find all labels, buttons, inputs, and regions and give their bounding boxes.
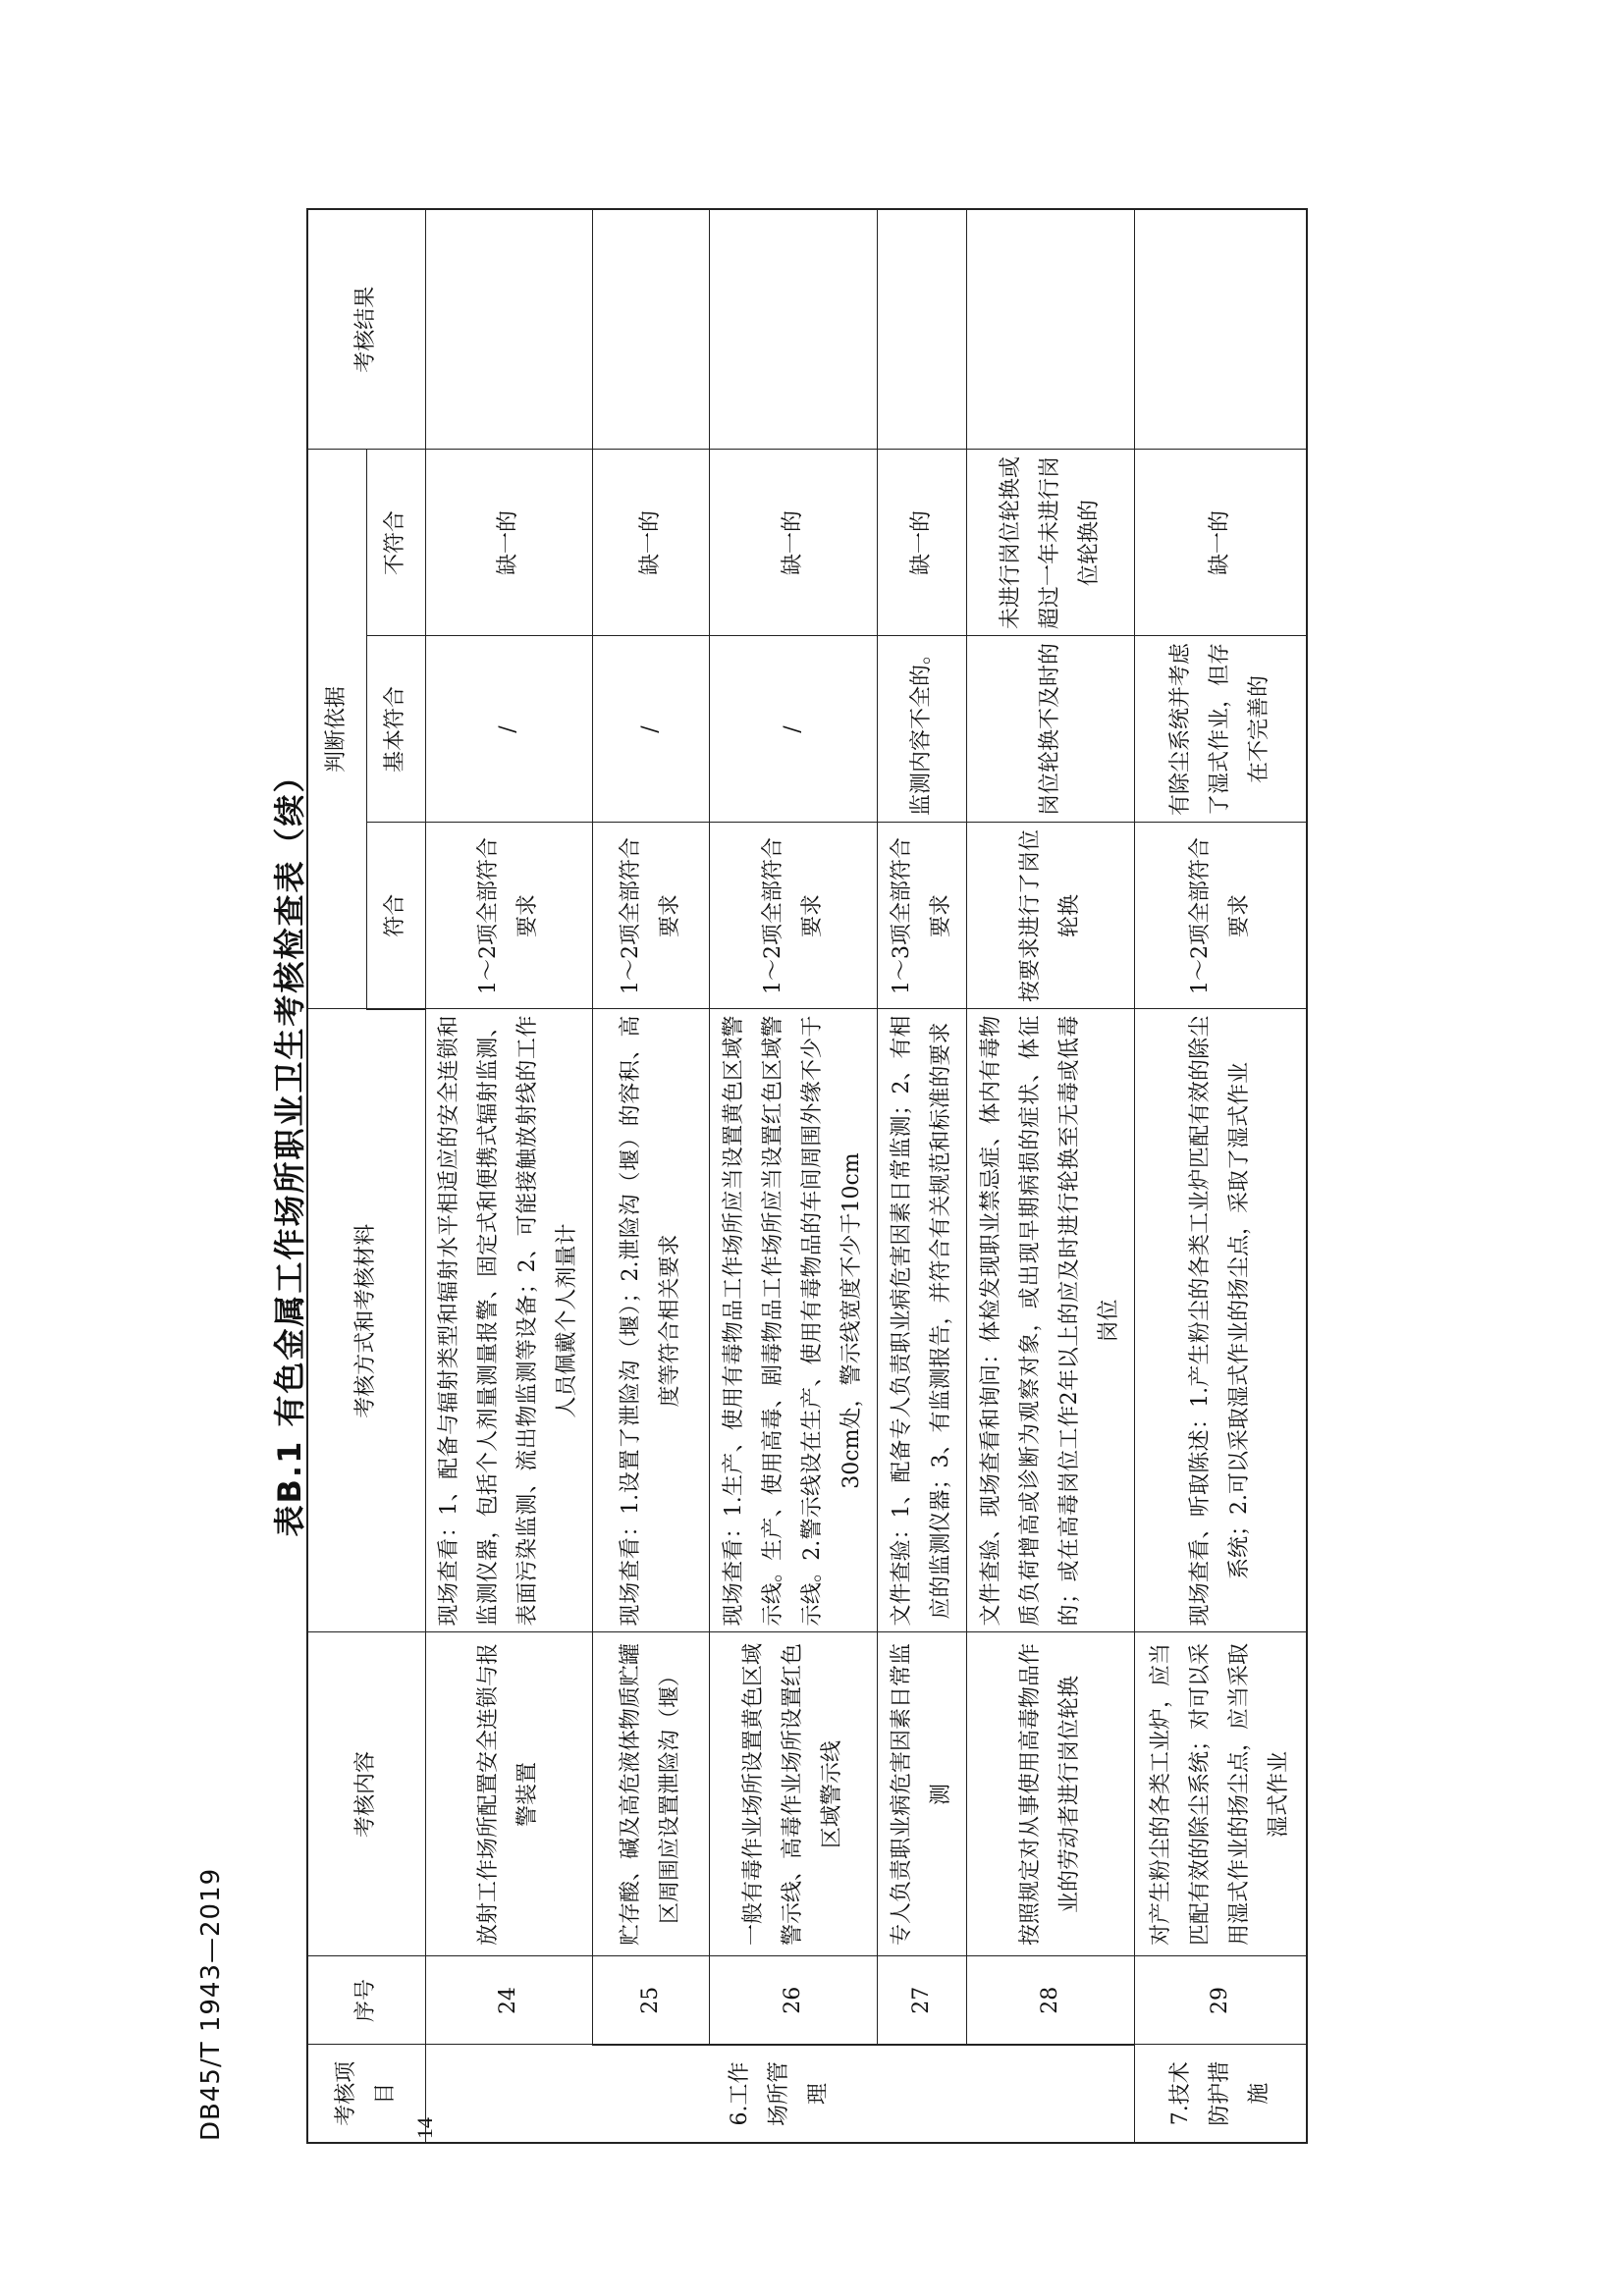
row-content: 贮存酸、碱及高危液体物质贮罐区周围应设置泄险沟（堰） <box>593 1632 710 1956</box>
row-no: 25 <box>593 1956 710 2045</box>
group-label: 6.工作场所管理 <box>425 2045 1134 2143</box>
row-result <box>877 209 966 450</box>
row-nonconform: 缺一的 <box>710 450 878 636</box>
row-content: 对产生粉尘的各类工业炉，应当匹配有效的除尘系统；对可以采用湿式作业的扬尘点，应当采取湿式作业 <box>1134 1632 1307 1956</box>
row-method: 现场查看、听取陈述：1.产生粉尘的各类工业炉匹配有效的除尘系统；2.可以采取湿式作业的扬尘点，采取了湿式作业 <box>1134 1009 1307 1632</box>
header-basis: 判断依据 <box>307 450 366 1009</box>
inspection-table <box>306 208 1308 2144</box>
header-result: 考核结果 <box>307 209 425 450</box>
row-content: 一般有毒作业场所设置黄色区域警示线、高毒作业场所设置红色区域警示线 <box>710 1632 878 1956</box>
row-nonconform: 缺一的 <box>593 450 710 636</box>
table-row <box>966 209 1134 2143</box>
row-basic-conform: 岗位轮换不及时的 <box>966 636 1134 823</box>
row-result <box>966 209 1134 450</box>
header-conform: 符合 <box>366 823 425 1009</box>
header-content: 考核内容 <box>307 1632 425 1956</box>
row-method: 现场查看：1.设置了泄险沟（堰）；2.泄险沟（堰）的容积、高度等符合相关要求 <box>593 1009 710 1632</box>
document-number: DB45/T 1943—2019 <box>196 1867 226 2141</box>
row-result <box>1134 209 1307 450</box>
row-no: 27 <box>877 1956 966 2045</box>
row-basic-conform: 监测内容不全的。 <box>877 636 966 823</box>
row-basic-conform: / <box>593 636 710 823</box>
row-conform: 1～2项全部符合要求 <box>593 823 710 1009</box>
row-method: 现场查看：1.生产、使用有毒物品工作场所应当设置黄色区域警示线。生产、使用高毒、剧毒物品工作场所应当设置红色区域警示线。2.警示线设在生产、使用有毒物品的车间周围外缘不少于30cm处，警示线宽度不少于10cm <box>710 1009 878 1632</box>
row-nonconform: 缺一的 <box>1134 450 1307 636</box>
header-method: 考核方式和考核材料 <box>307 1009 425 1632</box>
row-conform: 按要求进行了岗位轮换 <box>966 823 1134 1009</box>
table-row <box>593 209 710 2143</box>
table-row <box>425 209 593 2143</box>
row-conform: 1～2项全部符合要求 <box>1134 823 1307 1009</box>
row-basic-conform: / <box>425 636 593 823</box>
row-method: 文件查验：1、配备专人负责职业病危害因素日常监测；2、有相应的监测仪器；3、有监测报告，并符合有关规范和标准的要求 <box>877 1009 966 1632</box>
table-row <box>1134 209 1307 2143</box>
row-method: 现场查看：1、配备与辐射类型和辐射水平相适应的安全连锁和监测仪器，包括个人剂量测量报警、固定式和便携式辐射监测、表面污染监测、流出物监测等设备；2、可能接触放射线的工作人员佩戴个人剂量计 <box>425 1009 593 1632</box>
row-basic-conform: / <box>710 636 878 823</box>
row-result <box>425 209 593 450</box>
row-no: 26 <box>710 1956 878 2045</box>
group-label: 7.技术防护措施 <box>1134 2045 1307 2143</box>
row-conform: 1～2项全部符合要求 <box>425 823 593 1009</box>
table-row <box>877 209 966 2143</box>
row-content: 按照规定对从事使用高毒物品作业的劳动者进行岗位轮换 <box>966 1632 1134 1956</box>
row-result <box>710 209 878 450</box>
row-no: 28 <box>966 1956 1134 2045</box>
header-basic-conform: 基本符合 <box>366 636 425 823</box>
header-row-1 <box>307 209 366 2143</box>
row-basic-conform: 有除尘系统并考虑了湿式作业，但存在不完善的 <box>1134 636 1307 823</box>
row-nonconform: 未进行岗位轮换或超过一年未进行岗位轮换的 <box>966 450 1134 636</box>
header-item: 考核项目 <box>307 2045 425 2143</box>
table-row <box>710 209 878 2143</box>
row-conform: 1～2项全部符合要求 <box>710 823 878 1009</box>
row-method: 文件查验、现场查看和询问：体检发现职业禁忌症、体内有毒物质负荷增高或诊断为观察对象，或出现早期病损的症状、体征的；或在高毒岗位工作2年以上的应及时进行轮换至无毒或低毒岗位 <box>966 1009 1134 1632</box>
header-nonconform: 不符合 <box>366 450 425 636</box>
header-no: 序号 <box>307 1956 425 2045</box>
page-number: 14 <box>412 2117 437 2139</box>
table-title: 表B.1 有色金属工作场所职业卫生考核检查表（续） <box>271 759 308 1537</box>
row-content: 专人负责职业病危害因素日常监测 <box>877 1632 966 1956</box>
row-result <box>593 209 710 450</box>
row-nonconform: 缺一的 <box>877 450 966 636</box>
row-no: 24 <box>425 1956 593 2045</box>
row-conform: 1～3项全部符合要求 <box>877 823 966 1009</box>
row-nonconform: 缺一的 <box>425 450 593 636</box>
row-content: 放射工作场所配置安全连锁与报警装置 <box>425 1632 593 1956</box>
row-no: 29 <box>1134 1956 1307 2045</box>
